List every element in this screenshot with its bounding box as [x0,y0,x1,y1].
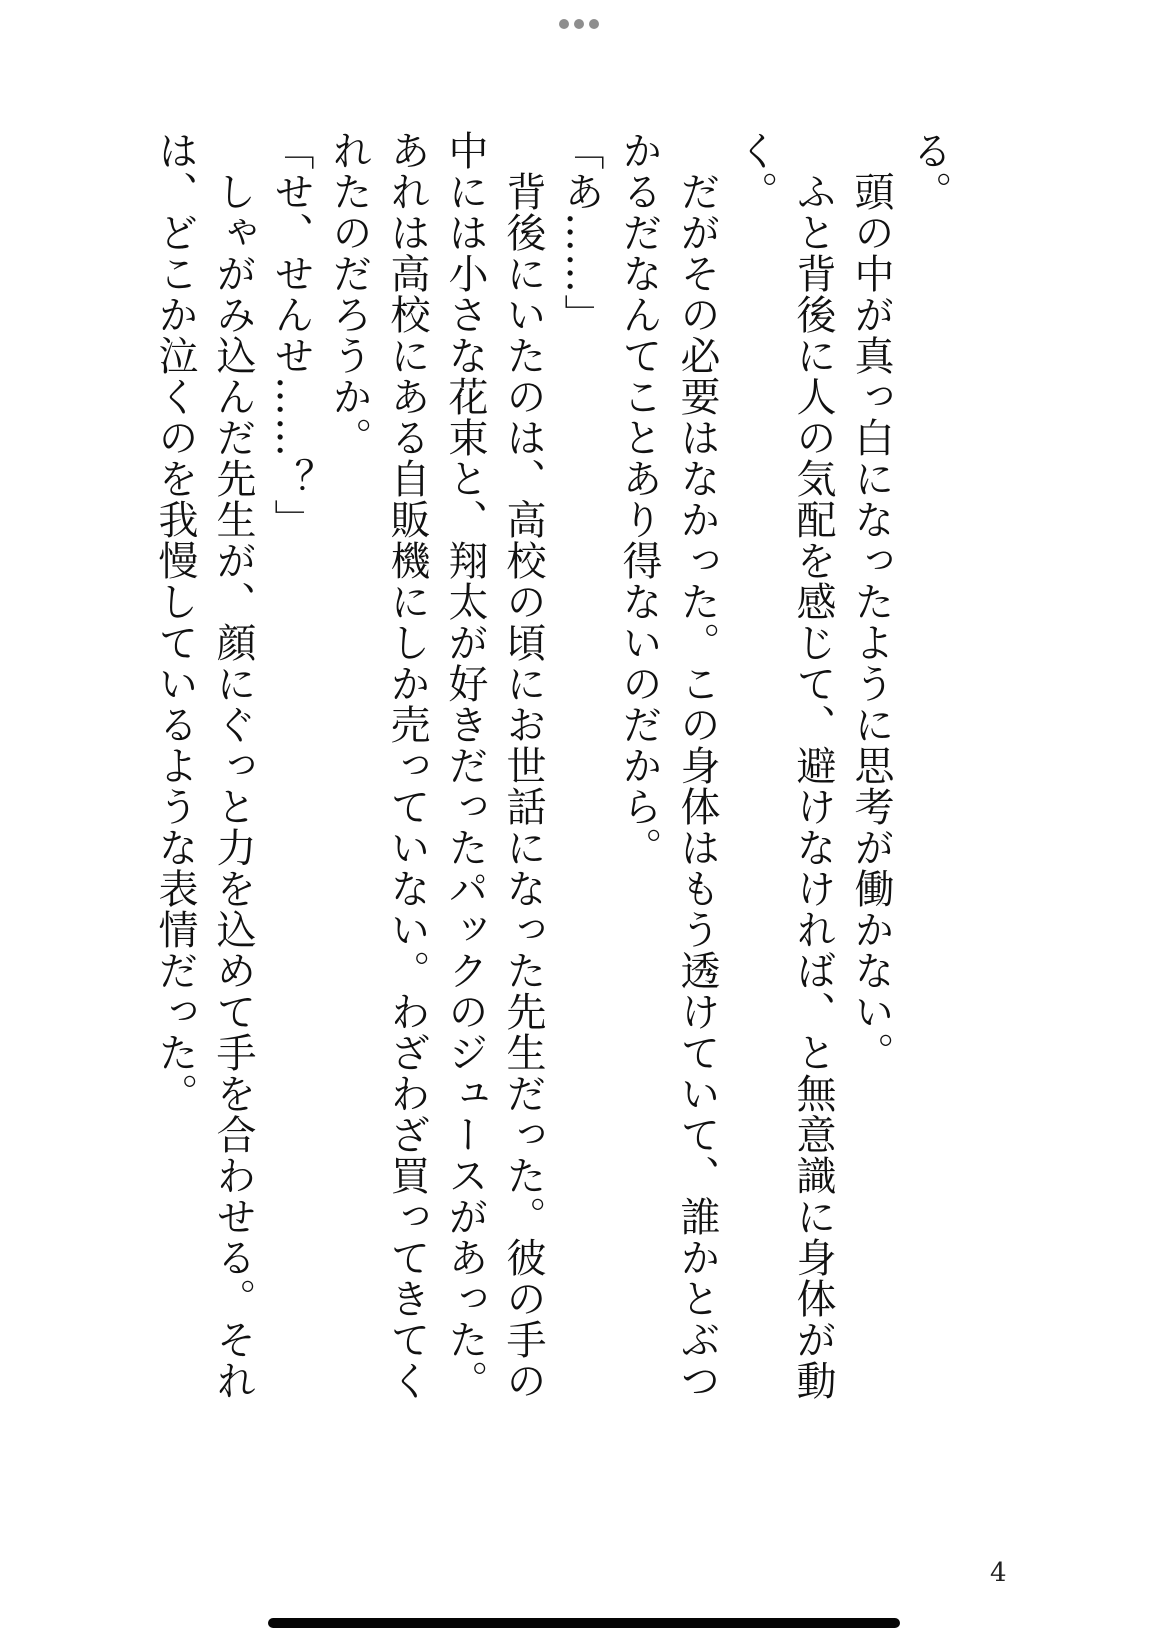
text-line: は、どこか泣くのを我慢しているような表情だった。 [152,130,198,1114]
menu-dot-1 [559,19,569,29]
text-line: 中には小さな花束と、翔太が好きだったパックのジュースがあった。 [442,130,488,1401]
page-text [146,130,958,1530]
text-line: かるだなんてことあり得ないのだから。 [616,130,662,868]
more-options-icon[interactable] [559,18,599,30]
home-indicator[interactable] [268,1618,900,1628]
text-line: 「せ、せんせ……？」 [268,130,314,540]
page-number: 4 [990,1558,1007,1588]
menu-dot-2 [574,19,584,29]
text-line: だがその必要はなかった。この身体はもう透けていて、誰かとぶつ [674,130,720,1401]
menu-dot-3 [589,19,599,29]
text-line: く。 [732,130,778,212]
text-line: しゃがみ込んだ先生が、顔にぐっと力を込めて手を合わせる。それ [210,130,256,1401]
text-line: あれは高校にある自販機にしか売っていない。わざわざ買ってきてく [384,130,430,1401]
text-line: 「あ……」 [558,130,604,335]
text-line: れたのだろうか。 [326,130,372,458]
text-line: 頭の中が真っ白になったように思考が働かない。 [848,130,894,1073]
text-line: る。 [906,130,952,212]
text-line: ふと背後に人の気配を感じて、避けなければ、と無意識に身体が動 [790,130,836,1401]
text-line: 背後にいたのは、高校の頃にお世話になった先生だった。彼の手の [500,130,546,1401]
